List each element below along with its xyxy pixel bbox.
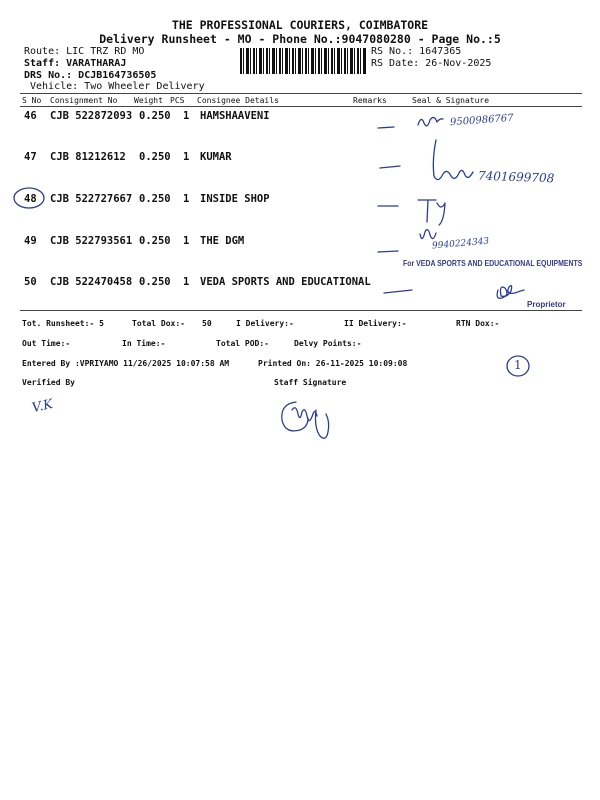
row-sno: 47 — [24, 151, 37, 163]
staff-label: Staff: VARATHARAJ — [24, 58, 127, 69]
rs-date: RS Date: 26-Nov-2025 — [371, 58, 492, 69]
row-weight: 0.250 — [139, 235, 171, 247]
row-consignment: CJB 81212612 — [50, 151, 126, 163]
row-consignee: KUMAR — [200, 151, 232, 163]
row-consignment: CJB 522793561 — [50, 235, 133, 247]
col-sno: S No — [22, 96, 42, 105]
vehicle-label: Vehicle: Two Wheeler Delivery — [30, 81, 205, 92]
total-pod: Total POD:- — [216, 339, 269, 348]
delvy-points: Delvy Points:- — [294, 339, 362, 348]
rtn-dox: RTN Dox:- — [456, 319, 500, 328]
total-dox-value: 50 — [202, 319, 212, 328]
tot-runsheet: Tot. Runsheet:- 5 — [22, 319, 104, 328]
runsheet-subtitle: Delivery Runsheet - MO - Phone No.:9047080280 - Page No.:5 — [99, 32, 501, 46]
col-consignment: Consignment No — [50, 96, 118, 105]
company-title: THE PROFESSIONAL COURIERS, COIMBATORE — [171, 18, 429, 32]
row-weight: 0.250 — [139, 151, 171, 163]
row-pcs: 1 — [183, 193, 190, 205]
row-sno: 46 — [24, 110, 37, 122]
route-label: Route: LIC TRZ RD MO — [24, 46, 145, 57]
row-weight: 0.250 — [139, 110, 171, 122]
entered-by: Entered By :VPRIYAMO 11/26/2025 10:07:58 AM — [22, 359, 230, 368]
i-delivery: I Delivery:- — [236, 319, 294, 328]
row-pcs: 1 — [183, 110, 190, 122]
row-weight: 0.250 — [139, 276, 171, 288]
total-dox: Total Dox:- — [132, 319, 185, 328]
row-consignment: CJB 522727667 — [50, 193, 133, 205]
row-consignee: INSIDE SHOP — [200, 193, 270, 205]
row-consignee: THE DGM — [200, 235, 245, 247]
page-number-handwritten: 1 — [514, 358, 522, 372]
col-consignee: Consignee Details — [197, 96, 279, 105]
row-consignee: HAMSHAAVENI — [200, 110, 270, 122]
row-pcs: 1 — [183, 276, 190, 288]
verified-initials: V.K — [30, 396, 55, 417]
col-remarks: Remarks — [353, 96, 387, 105]
row-sno: 50 — [24, 276, 37, 288]
row-sno: 49 — [24, 235, 37, 247]
row47-phone: 7401699708 — [477, 168, 555, 186]
col-pcs: PCS — [170, 96, 185, 105]
verified-by: Verified By — [22, 378, 75, 387]
col-seal-signature: Seal & Signature — [412, 96, 490, 105]
staff-signature-label: Staff Signature — [274, 378, 347, 387]
row-consignee: VEDA SPORTS AND EDUCATIONAL — [200, 276, 371, 288]
ii-delivery: II Delivery:- — [344, 319, 407, 328]
drs-number: DRS No.: DCJB164736505 — [24, 70, 157, 81]
rs-number: RS No.: 1647365 — [371, 46, 462, 57]
stamp-proprietor: Proprietor — [527, 300, 566, 309]
printed-on: Printed On: 26-11-2025 10:09:08 — [258, 359, 408, 368]
out-time: Out Time:- — [22, 339, 71, 348]
in-time: In Time:- — [122, 339, 166, 348]
row-consignment: CJB 522872093 — [50, 110, 133, 122]
row46-phone: 9500986767 — [449, 112, 514, 129]
row-pcs: 1 — [183, 151, 190, 163]
col-weight: Weight — [134, 96, 163, 105]
row-sno: 48 — [24, 193, 37, 205]
company-stamp-line: For VEDA SPORTS AND EDUCATIONAL EQUIPMENTS — [403, 259, 583, 268]
row-pcs: 1 — [183, 235, 190, 247]
row49-phone: 9940224343 — [431, 236, 490, 252]
row-weight: 0.250 — [139, 193, 171, 205]
row-consignment: CJB 522470458 — [50, 276, 133, 288]
